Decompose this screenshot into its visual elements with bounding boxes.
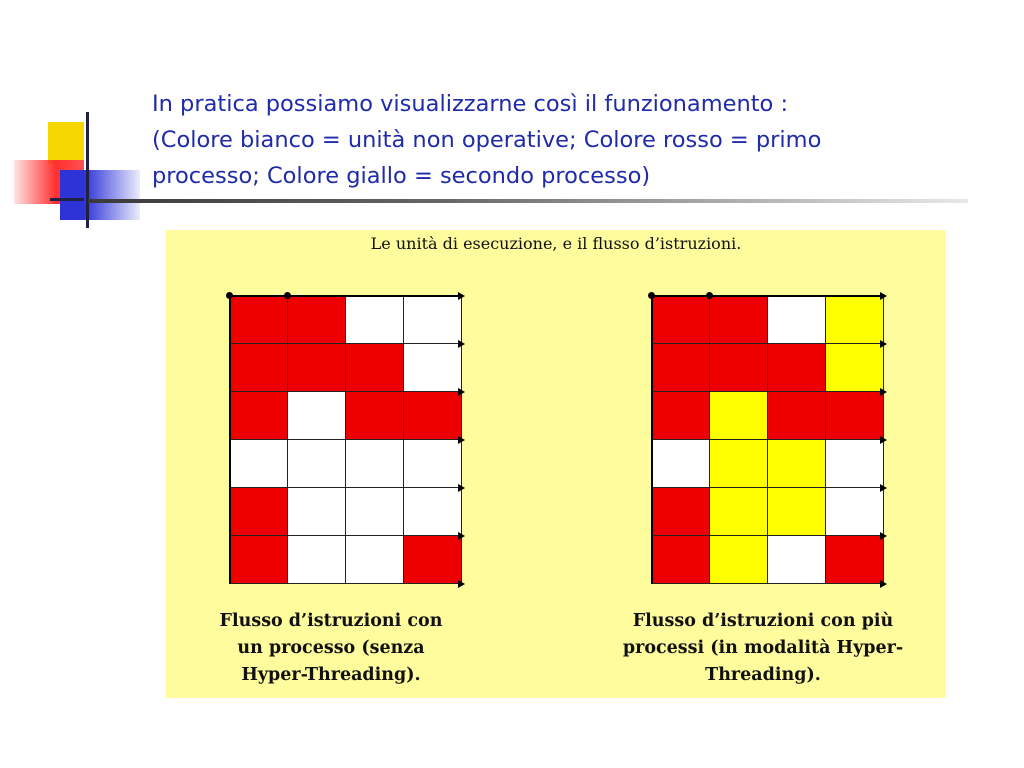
- flow-arrow-icon: [458, 484, 465, 492]
- grid-corner-dot: [226, 292, 233, 299]
- diagram-hyper-threading: [652, 296, 884, 584]
- execution-unit-cell: [288, 296, 346, 344]
- execution-unit-cell: [710, 440, 768, 488]
- execution-unit-cell: [826, 344, 884, 392]
- execution-unit-cell: [710, 296, 768, 344]
- figure-panel: [166, 230, 946, 698]
- execution-unit-cell: [768, 440, 826, 488]
- title-line-3: processo; Colore giallo = secondo processo): [152, 163, 651, 189]
- title-line-2: (Colore bianco = unità non operative; Colore rosso = primo: [152, 127, 822, 153]
- execution-unit-cell: [768, 536, 826, 584]
- caption-hyper-threading: [590, 608, 936, 689]
- execution-unit-cell: [710, 392, 768, 440]
- grid-top-edge: [652, 295, 884, 297]
- execution-unit-cell: [230, 536, 288, 584]
- execution-unit-cell: [768, 488, 826, 536]
- title-line-1: In pratica possiamo visualizzarne così il funzionamento :: [152, 91, 789, 117]
- caption-line: Flusso d’istruzioni con: [219, 611, 443, 631]
- execution-unit-cell: [652, 536, 710, 584]
- execution-unit-cell: [768, 296, 826, 344]
- flow-arrow-icon: [880, 388, 887, 396]
- logo-horizontal-line: [50, 198, 84, 201]
- diagram-single-process: [230, 296, 462, 584]
- execution-unit-cell: [404, 488, 462, 536]
- execution-unit-cell: [288, 392, 346, 440]
- execution-unit-cell: [288, 344, 346, 392]
- caption-line: Hyper-Threading).: [241, 665, 421, 685]
- execution-unit-cell: [230, 344, 288, 392]
- grid-left-edge: [229, 296, 231, 584]
- flow-arrow-icon: [458, 436, 465, 444]
- execution-unit-cell: [768, 392, 826, 440]
- execution-unit-cell: [230, 296, 288, 344]
- flow-arrow-icon: [880, 436, 887, 444]
- flow-arrow-icon: [458, 292, 465, 300]
- execution-unit-cell: [710, 536, 768, 584]
- execution-unit-cell: [826, 488, 884, 536]
- execution-unit-cell: [346, 440, 404, 488]
- execution-unit-cell: [346, 488, 404, 536]
- execution-unit-cell: [288, 536, 346, 584]
- caption-single-process: [186, 608, 476, 689]
- logo-yellow-square: [48, 122, 84, 164]
- flow-arrow-icon: [458, 580, 465, 588]
- flow-arrow-icon: [880, 532, 887, 540]
- caption-line: Flusso d’istruzioni con più: [632, 611, 894, 631]
- execution-unit-cell: [404, 440, 462, 488]
- grid-corner-dot: [648, 292, 655, 299]
- execution-unit-cell: [230, 392, 288, 440]
- logo-blue-square: [60, 170, 140, 220]
- execution-unit-cell: [652, 344, 710, 392]
- flow-arrow-icon: [880, 580, 887, 588]
- grid-corner-dot: [706, 292, 713, 299]
- execution-unit-cell: [346, 344, 404, 392]
- execution-unit-cell: [652, 488, 710, 536]
- flow-arrow-icon: [458, 532, 465, 540]
- flow-arrow-icon: [880, 484, 887, 492]
- grid-left-edge: [651, 296, 653, 584]
- execution-unit-cell: [346, 296, 404, 344]
- flow-arrow-icon: [458, 340, 465, 348]
- execution-unit-cell: [710, 488, 768, 536]
- execution-unit-cell: [826, 536, 884, 584]
- title-underline: [88, 199, 968, 203]
- execution-unit-cell: [230, 488, 288, 536]
- execution-unit-cell: [230, 440, 288, 488]
- caption-line: processi (in modalità Hyper-: [622, 638, 904, 658]
- slide-logo: [0, 0, 150, 240]
- caption-line: un processo (senza: [237, 638, 425, 658]
- execution-unit-cell: [826, 296, 884, 344]
- execution-unit-cell: [710, 344, 768, 392]
- execution-unit-cell: [652, 440, 710, 488]
- grid-corner-dot: [284, 292, 291, 299]
- execution-unit-cell: [404, 392, 462, 440]
- grid-top-edge: [230, 295, 462, 297]
- execution-unit-cell: [288, 440, 346, 488]
- figure-title: Le unità di esecuzione, e il flusso d’istruzioni.: [370, 234, 742, 253]
- execution-unit-cell: [826, 392, 884, 440]
- flow-arrow-icon: [880, 292, 887, 300]
- execution-unit-cell: [652, 392, 710, 440]
- slide-title: [152, 86, 952, 194]
- caption-line: Threading).: [705, 665, 821, 685]
- execution-unit-cell: [404, 296, 462, 344]
- execution-unit-cell: [768, 344, 826, 392]
- execution-unit-cell: [404, 344, 462, 392]
- execution-unit-cell: [404, 536, 462, 584]
- execution-unit-cell: [652, 296, 710, 344]
- execution-unit-cell: [288, 488, 346, 536]
- execution-unit-cell: [346, 392, 404, 440]
- execution-unit-cell: [826, 440, 884, 488]
- flow-arrow-icon: [880, 340, 887, 348]
- flow-arrow-icon: [458, 388, 465, 396]
- execution-unit-cell: [346, 536, 404, 584]
- logo-vertical-line: [86, 112, 89, 228]
